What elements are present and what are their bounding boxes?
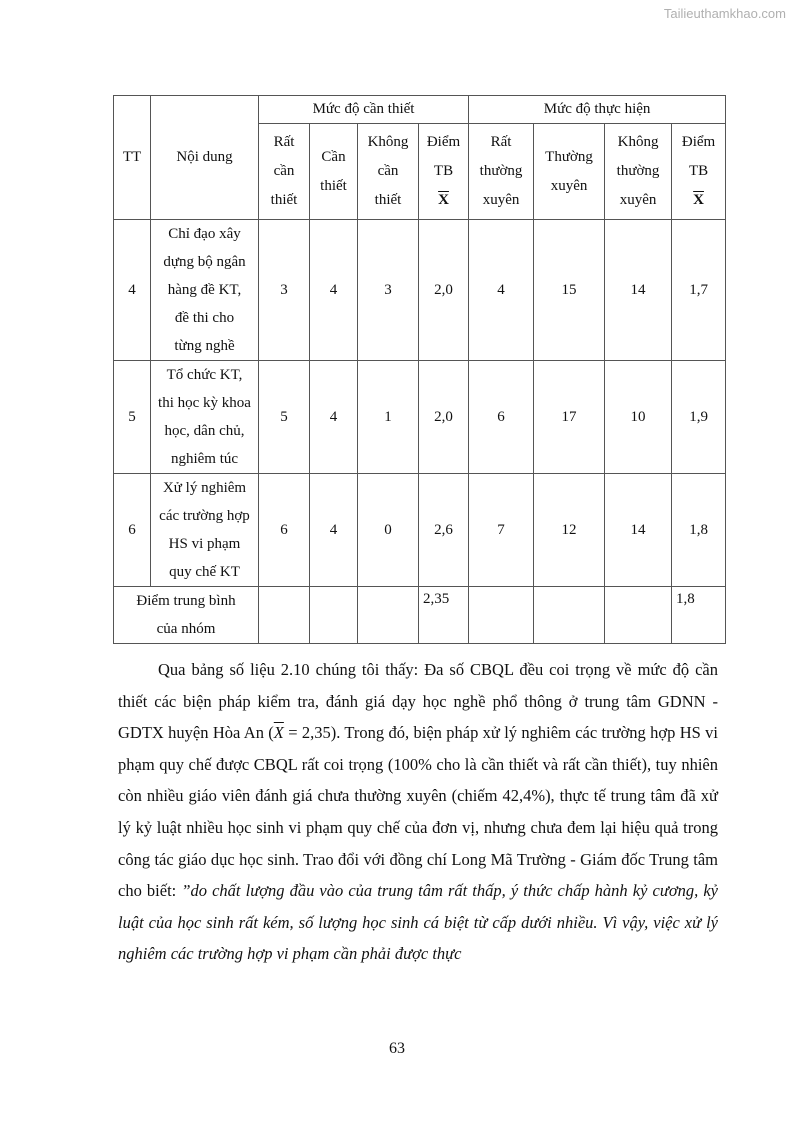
cell-value: 7 bbox=[469, 474, 534, 587]
row-content: Tổ chức KT, thi học kỳ khoa học, dân chủ, nghiêm túc bbox=[151, 361, 259, 474]
cell-value: 3 bbox=[358, 220, 419, 361]
x-bar-symbol: $\overline{X}$ bbox=[693, 192, 704, 208]
table-row bbox=[114, 220, 726, 361]
row-content: Xử lý nghiêm các trường hợp HS vi phạm quy chế KT bbox=[151, 474, 259, 587]
header-implementation-group: Mức độ thực hiện bbox=[469, 96, 726, 124]
paragraph-text: = 2,35). Trong đó, biện pháp xử lý nghiêm các trường hợp HS vi phạm quy chế được CBQL rất coi trọng (100% cho là cần thiết và rất cần thiết), tuy nhiên còn nhiều giáo viên đánh giá chưa thường xuyên (chiếm 42,4%), thực tế trung tâm đã xử lý kỷ luật nhiều học sinh vi phạm quy chế của đơn vị, nhưng chưa đem lại hiệu quả trong công tác giáo dục học sinh. Trao đổi với đồng chí Long Mã Trường - Giám đốc Trung tâm cho biết: bbox=[118, 723, 718, 901]
header-not-necessary: Không cần thiết bbox=[358, 124, 419, 220]
cell-value: 1,9 bbox=[672, 361, 726, 474]
cell-value: 5 bbox=[259, 361, 310, 474]
cell-value: 6 bbox=[259, 474, 310, 587]
cell-empty bbox=[310, 587, 358, 644]
evaluation-table bbox=[113, 95, 726, 644]
header-necessity-group: Mức độ cần thiết bbox=[259, 96, 469, 124]
header-not-frequent: Không thường xuyên bbox=[605, 124, 672, 220]
cell-value: 14 bbox=[605, 220, 672, 361]
cell-value: 3 bbox=[259, 220, 310, 361]
watermark: Tailieuthamkhao.com bbox=[663, 6, 786, 21]
summary-label: Điểm trung bình của nhóm bbox=[114, 587, 259, 644]
cell-empty bbox=[469, 587, 534, 644]
header-frequent: Thường xuyên bbox=[534, 124, 605, 220]
cell-value: 1,7 bbox=[672, 220, 726, 361]
header-content: Nội dung bbox=[151, 96, 259, 220]
row-tt: 5 bbox=[114, 361, 151, 474]
x-bar-symbol: $\overline{X}$ bbox=[438, 192, 449, 208]
paragraph-text: Qua bảng số liệu 2.10 chúng tôi thấy: Đa số CBQL đều coi trọng về mức độ cần thiết các biện pháp kiểm tra, đánh giá dạy học nghề phổ thông ở trung tâm GDNN - GDTX huyện Hòa An ( bbox=[118, 660, 718, 743]
cell-value: 1 bbox=[358, 361, 419, 474]
cell-value: 0 bbox=[358, 474, 419, 587]
quote-text: ”do chất lượng đầu vào của trung tâm rất thấp, ý thức chấp hành kỷ cương, kỷ luật của học sinh rất kém, số lượng học sinh cá biệt từ cấp dưới nhiều. Vì vậy, việc xử lý nghiêm các trường hợp vi phạm cần phải được thực bbox=[118, 881, 718, 964]
cell-value: 1,8 bbox=[672, 474, 726, 587]
header-tt: TT bbox=[114, 96, 151, 220]
summary-avg-implementation: 1,8 bbox=[672, 587, 726, 644]
header-very-frequent: Rất thường xuyên bbox=[469, 124, 534, 220]
header-very-necessary: Rất cần thiết bbox=[259, 124, 310, 220]
header-avg-necessity: Điểm TB $\overline{X}$ bbox=[419, 124, 469, 220]
row-tt: 4 bbox=[114, 220, 151, 361]
header-necessary: Cần thiết bbox=[310, 124, 358, 220]
summary-row bbox=[114, 587, 726, 644]
cell-value: 15 bbox=[534, 220, 605, 361]
summary-avg-necessity: 2,35 bbox=[419, 587, 469, 644]
cell-value: 4 bbox=[310, 220, 358, 361]
page-number: 63 bbox=[389, 1040, 405, 1057]
cell-value: 2,0 bbox=[419, 220, 469, 361]
cell-value: 4 bbox=[310, 474, 358, 587]
x-bar-symbol: $\overline{X}$ bbox=[273, 723, 284, 743]
cell-empty bbox=[259, 587, 310, 644]
row-content: Chỉ đạo xây dựng bộ ngân hàng đề KT, đề thi cho từng nghề bbox=[151, 220, 259, 361]
cell-value: 12 bbox=[534, 474, 605, 587]
cell-value: 4 bbox=[310, 361, 358, 474]
cell-empty bbox=[605, 587, 672, 644]
cell-value: 2,0 bbox=[419, 361, 469, 474]
cell-value: 6 bbox=[469, 361, 534, 474]
body-paragraph bbox=[118, 654, 718, 970]
row-tt: 6 bbox=[114, 474, 151, 587]
cell-value: 10 bbox=[605, 361, 672, 474]
table-row bbox=[114, 361, 726, 474]
cell-empty bbox=[358, 587, 419, 644]
cell-value: 17 bbox=[534, 361, 605, 474]
cell-value: 14 bbox=[605, 474, 672, 587]
cell-empty bbox=[534, 587, 605, 644]
cell-value: 2,6 bbox=[419, 474, 469, 587]
table-row bbox=[114, 474, 726, 587]
cell-value: 4 bbox=[469, 220, 534, 361]
header-avg-implementation: Điểm TB $\overline{X}$ bbox=[672, 124, 726, 220]
